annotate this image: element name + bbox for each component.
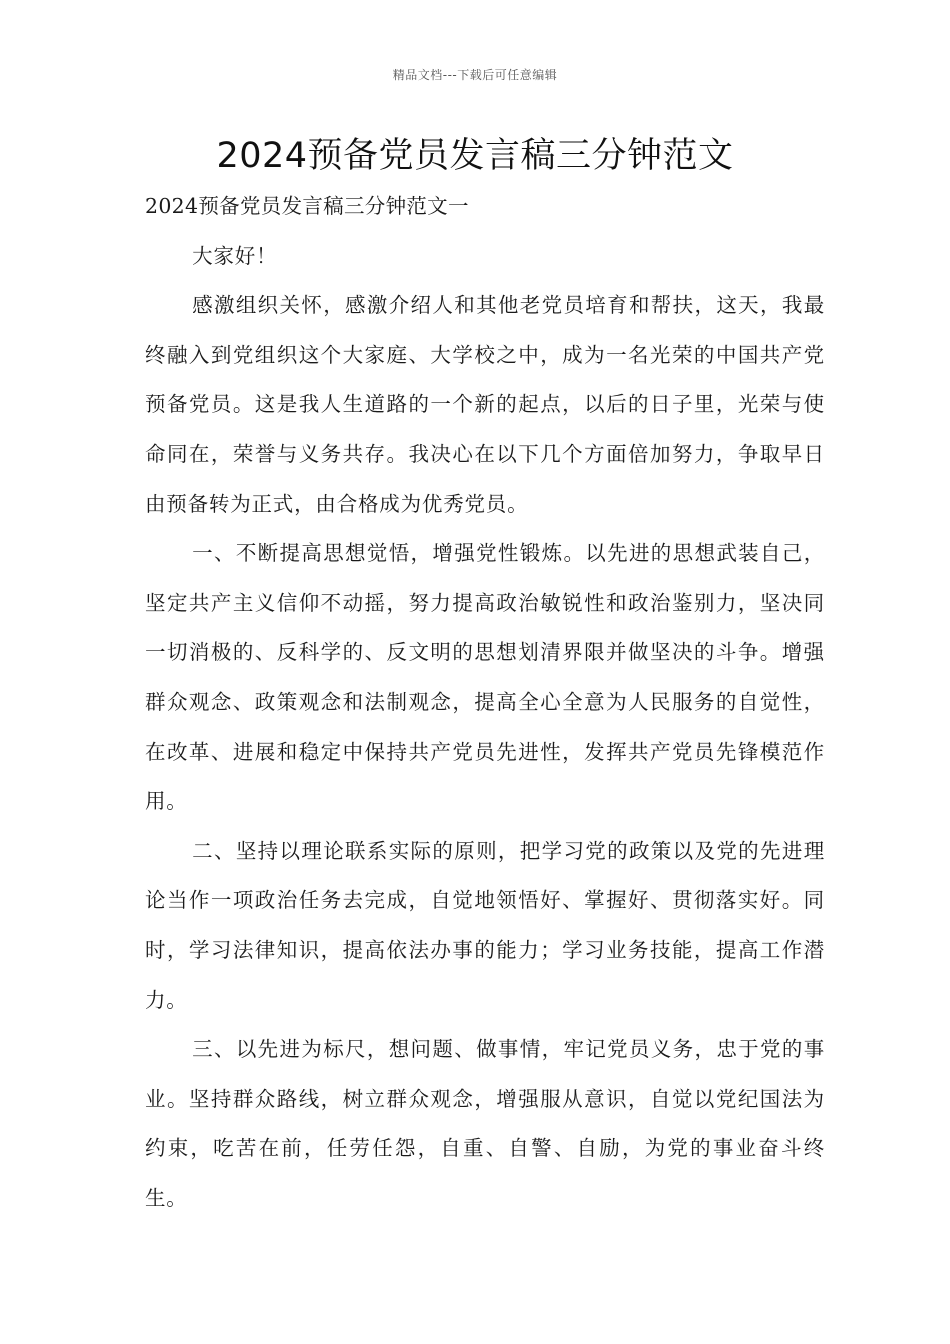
paragraph-point-two: 二、坚持以理论联系实际的原则，把学习党的政策以及党的先进理论当作一项政治任务去完成，自觉地领悟好、掌握好、贯彻落实好。同时，学习法律知识，提高依法办事的能力；学习业务技能，提高工作潜力。 [145, 838, 825, 1012]
paragraph-intro: 感激组织关怀，感激介绍人和其他老党员培育和帮扶，这天，我最终融入到党组织这个大家庭、大学校之中，成为一名光荣的中国共产党预备党员。这是我人生道路的一个新的起点，以后的日子里，光荣与使命同在，荣誉与义务共存。我决心在以下几个方面倍加努力，争取早日由预备转为正式，由合格成为优秀党员。 [145, 293, 825, 516]
paragraph-point-three: 三、以先进为标尺，想问题、做事情，牢记党员义务，忠于党的事业。坚持群众路线，树立群众观念，增强服从意识，自觉以党纪国法为约束，吃苦在前，任劳任怨，自重、自警、自励，为党的事业奋斗终生。 [145, 1037, 825, 1210]
page-title: 2024预备党员发言稿三分钟范文 [216, 136, 734, 176]
paragraph-greeting: 大家好！ [192, 243, 278, 268]
document-body [145, 182, 825, 1223]
header-note: 精品文档---下载后可任意编辑 [392, 68, 558, 82]
paragraph-point-one: 一、不断提高思想觉悟，增强党性锻炼。以先进的思想武装自己，坚定共产主义信仰不动摇，努力提高政治敏锐性和政治鉴别力，坚决同一切消极的、反科学的、反文明的思想划清界限并做坚决的斗争。增强群众观念、政策观念和法制观念，提高全心全意为人民服务的自觉性，在改革、进展和稳定中保持共产党员先进性，发挥共产党员先锋模范作用。 [145, 541, 825, 814]
section-subtitle: 2024预备党员发言稿三分钟范文一 [145, 194, 469, 218]
